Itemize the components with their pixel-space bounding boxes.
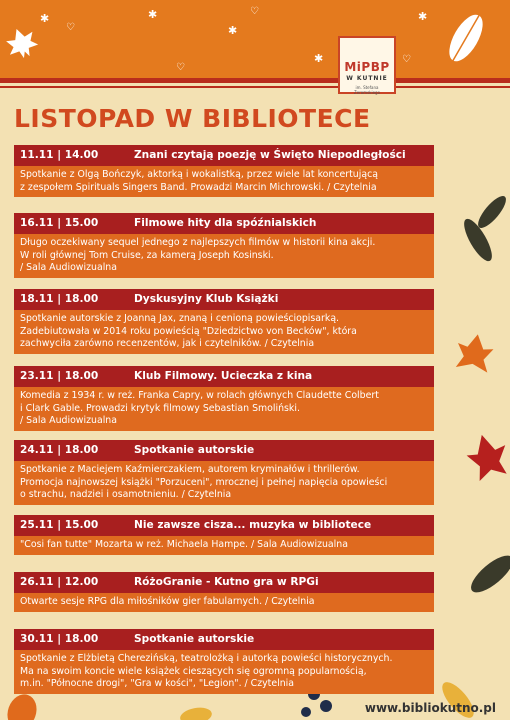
event-title: Spotkanie autorskie (134, 444, 255, 456)
leaf-icon (441, 9, 490, 69)
event-description-line: o strachu, nadziei i osamotnieniu. / Czytelnia (20, 489, 232, 501)
svg-text:♡: ♡ (250, 6, 259, 17)
event-description (14, 166, 434, 197)
svg-text:♡: ♡ (402, 54, 411, 65)
event-description (14, 650, 434, 694)
svg-text:✱: ✱ (314, 52, 324, 65)
event-header (14, 213, 434, 234)
event-description-line: Otwarte sesje RPG dla miłośników gier fabularnych. / Czytelnia (20, 596, 315, 607)
event-description-line: Komedia z 1934 r. w reż. Franka Capry, w rolach głównych Claudette Colbert (20, 390, 379, 401)
leaf-icon (179, 705, 213, 720)
event-title: RóżoGranie - Kutno gra w RPGi (134, 576, 319, 588)
logo-city: W KUTNIE (346, 75, 388, 82)
event-description (14, 593, 434, 612)
leaf-icon (3, 690, 42, 720)
leaf-icon (474, 192, 510, 232)
event-item (14, 289, 434, 354)
event-header (14, 572, 434, 593)
event-description-line: "Cosi fan tutte" Mozarta w reż. Michaela Hampe. / Sala Audiowizualna (20, 539, 348, 550)
event-item (14, 366, 434, 431)
event-item (14, 440, 434, 505)
event-description-line: m.in. "Północne drogi", "Gra w kości", "Legion". / Czytelnia (20, 678, 295, 690)
svg-text:✱: ✱ (228, 24, 238, 37)
event-date: 30.11 | 18.00 (20, 633, 99, 645)
event-description-line: Długo oczekiwany sequel jednego z najlepszych filmów w historii kina akcji. (20, 237, 376, 248)
svg-text:✱: ✱ (418, 10, 428, 23)
event-item (14, 145, 434, 197)
event-description-line: Spotkanie autorskie z Joanną Jax, znaną i cenioną powieściopisarką. (20, 313, 340, 324)
event-date: 25.11 | 15.00 (20, 519, 99, 531)
event-date: 24.11 | 18.00 (20, 444, 99, 456)
event-description-line: / Sala Audiowizualna (20, 262, 117, 274)
event-date: 26.11 | 12.00 (20, 576, 99, 588)
library-logo (338, 36, 396, 94)
event-description (14, 461, 434, 505)
event-description-line: i Clark Gable. Prowadzi krytyk filmowy Sebastian Smoliński. (20, 402, 300, 414)
event-description-line: Spotkanie z Maciejem Kaźmierczakiem, autorem kryminałów i thrillerów. (20, 464, 360, 475)
event-title: Dyskusyjny Klub Książki (134, 293, 279, 305)
event-description-line: z zespołem Spirituals Singers Band. Prowadzi Marcin Michrowski. / Czytelnia (20, 181, 377, 193)
event-date: 16.11 | 15.00 (20, 217, 99, 229)
event-item (14, 572, 434, 612)
event-title: Spotkanie autorskie (134, 633, 255, 645)
event-header (14, 440, 434, 461)
svg-text:♡: ♡ (66, 22, 75, 33)
leaf-icon (2, 24, 40, 62)
event-description-line: / Sala Audiowizualna (20, 415, 117, 427)
event-description-line: Spotkanie z Olgą Bończyk, aktorką i wokalistką, przez wiele lat koncertującą (20, 169, 379, 180)
event-header (14, 629, 434, 650)
event-date: 18.11 | 18.00 (20, 293, 99, 305)
event-item (14, 213, 434, 278)
leaf-icon (466, 550, 510, 599)
event-title: Znani czytają poezję w Święto Niepodległości (134, 149, 406, 161)
event-header (14, 145, 434, 166)
logo-patron: im. Stefana Żeromskiego (353, 85, 381, 95)
event-header (14, 366, 434, 387)
logo-main: MiPBP (344, 60, 390, 74)
website-link[interactable]: www.bibliokutno.pl (364, 701, 496, 715)
event-item (14, 515, 434, 555)
event-description-line: Ma na swoim koncie wiele książek cieszących się ogromną popularnością, (20, 665, 367, 677)
event-description-line: W roli głównej Tom Cruise, za kamerą Joseph Kosinski. (20, 249, 274, 261)
event-date: 11.11 | 14.00 (20, 149, 99, 161)
event-header (14, 515, 434, 536)
svg-text:✱: ✱ (148, 8, 158, 21)
leaf-icon (454, 331, 496, 373)
event-title: Klub Filmowy. Ucieczka z kina (134, 370, 313, 382)
svg-text:♡: ♡ (176, 62, 185, 73)
event-description (14, 234, 434, 278)
event-title: Filmowe hity dla spóźnialskich (134, 217, 317, 229)
event-description-line: Spotkanie z Elżbietą Cherezińską, teatrolożką i autorką powieści historycznych. (20, 653, 393, 664)
event-description-line: zachwyciła zarówno recenzentów, jak i czytelników. / Czytelnia (20, 338, 315, 350)
event-description-line: Zadebiutowała w 2014 roku powieścią "Dziedzictwo von Becków", która (20, 325, 357, 337)
event-title: Nie zawsze cisza... muzyka w bibliotece (134, 519, 372, 531)
event-item (14, 629, 434, 694)
event-description (14, 310, 434, 354)
event-description (14, 387, 434, 431)
event-description-line: Promocja najnowszej książki "Porzuceni", mrocznej i pełnej napięcia opowieści (20, 476, 388, 488)
event-header (14, 289, 434, 310)
event-date: 23.11 | 18.00 (20, 370, 99, 382)
svg-text:✱: ✱ (40, 12, 50, 25)
leaf-icon (462, 430, 510, 483)
event-description (14, 536, 434, 555)
page-title: LISTOPAD W BIBLIOTECE (14, 104, 371, 133)
